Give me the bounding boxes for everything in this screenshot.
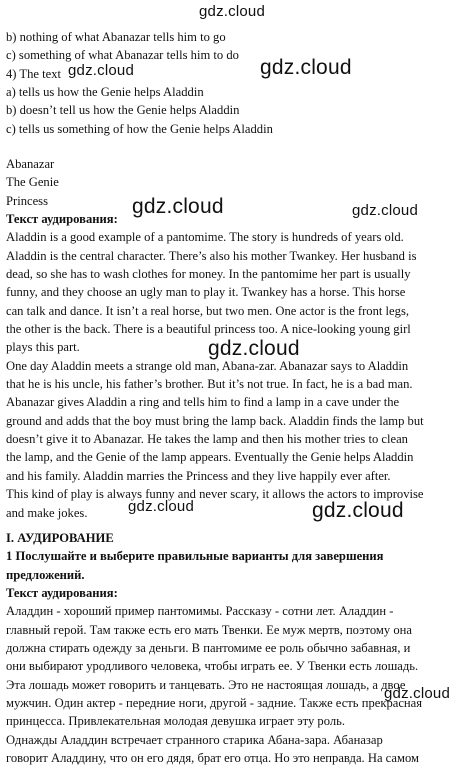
task-title: предложений.	[6, 567, 85, 582]
text-line: dead, so she has to wash clothes for money. In the pantomime her part is usually	[6, 267, 411, 282]
text-line: plays this part.	[6, 340, 80, 355]
text-line: ground and adds that the boy must bring the lamp back. Aladdin finds the lamp but	[6, 413, 424, 428]
text-line: the lamp, and the Genie of the lamp appears. Eventually the Genie helps Aladdin	[6, 450, 414, 465]
option-line: b) doesn’t tell us how the Genie helps Aladdin	[6, 103, 240, 118]
watermark: gdz.cloud	[384, 685, 451, 702]
text-line: This kind of play is always funny and never scary, it allows the actors to improvise	[6, 487, 424, 502]
watermark: gdz.cloud	[208, 337, 300, 360]
watermark: gdz.cloud	[128, 498, 195, 515]
character-name: Abanazar	[6, 157, 55, 171]
watermark: gdz.cloud	[199, 3, 266, 20]
text-line: and his family. Aladdin marries the Princess and they live happily ever after.	[6, 468, 391, 483]
text-line: One day Aladdin meets a strange old man, Abana-zar. Abanazar says to Aladdin	[6, 358, 409, 373]
watermark: gdz.cloud	[352, 202, 419, 219]
text-line: Aladdin is a good example of a pantomime. The story is hundreds of years old.	[6, 230, 404, 245]
text-line: Аладдин - хороший пример пантомимы. Рассказу - сотни лет. Аладдин -	[6, 604, 394, 619]
text-heading: Текст аудирования:	[6, 212, 118, 226]
text-line: принцесса. Привлекательная молодая девушка играет эту роль.	[6, 714, 346, 729]
watermark: gdz.cloud	[132, 195, 224, 218]
answer-options	[6, 28, 468, 138]
text-line: Aladdin is the central character. There’s also his mother Twankey. Her husband is	[6, 248, 417, 263]
text-line: должна стирать одежду за деньги. В пантомиме ее роль обычно забавная, и	[6, 641, 411, 656]
text-line: они выбирают уродливого человека, чтобы играть ее. У Твенки есть лошадь.	[6, 659, 419, 674]
option-line: b) nothing of what Abanazar tells him to go	[6, 30, 226, 44]
text-line: Однажды Аладдин встречает странного старика Абана-зара. Абаназар	[6, 732, 383, 747]
text-heading: Текст аудирования:	[6, 586, 118, 601]
character-name: Princess	[6, 193, 48, 208]
text-line: can talk and dance. It isn’t a real horse, but two men. One actor is the front legs,	[6, 303, 409, 318]
text-line: that he is his uncle, his father’s brother. But it’s not true. In fact, he is a bad man.	[6, 377, 413, 392]
text-line: Abanazar gives Aladdin a ring and tells him to find a lamp in a cave under the	[6, 395, 400, 410]
text-line: the other is the back. There is a beautiful princess too. A nice-looking young girl	[6, 322, 411, 337]
text-line: funny, and they choose an ugly man to play it. Twankey has a horse. This horse	[6, 285, 406, 300]
text-line: главный герой. Там также есть его мать Твенки. Ее муж мертв, поэтому она	[6, 622, 412, 637]
english-listening-text	[6, 210, 468, 522]
question-label: 4) The text	[6, 66, 62, 81]
text-line: говорит Аладдину, что он его дядя, брат его отца. Но это неправда. На самом	[6, 751, 420, 766]
text-line: doesn’t give it to Abanazar. He takes the lamp and then his mother tries to clean	[6, 432, 408, 447]
text-line: Эта лошадь может говорить и танцевать. Это не настоящая лошадь, а двое	[6, 677, 406, 692]
text-line: мужчин. Один актер - передние ноги, другой - задние. Также есть прекрасная	[6, 696, 423, 711]
text-line: and make jokes.	[6, 505, 88, 520]
task-title: 1 Послушайте и выберите правильные варианты для завершения	[6, 549, 384, 564]
option-line: a) tells us how the Genie helps Aladdin	[6, 85, 204, 100]
watermark: gdz.cloud	[68, 62, 135, 79]
character-name: The Genie	[6, 175, 59, 190]
option-line: c) tells us something of how the Genie helps Aladdin	[6, 121, 273, 136]
option-line: c) something of what Abanazar tells him to do	[6, 48, 239, 63]
watermark: gdz.cloud	[260, 56, 352, 79]
watermark: gdz.cloud	[312, 499, 404, 522]
section-title: I. АУДИРОВАНИЕ	[6, 531, 114, 545]
russian-section	[6, 529, 468, 767]
